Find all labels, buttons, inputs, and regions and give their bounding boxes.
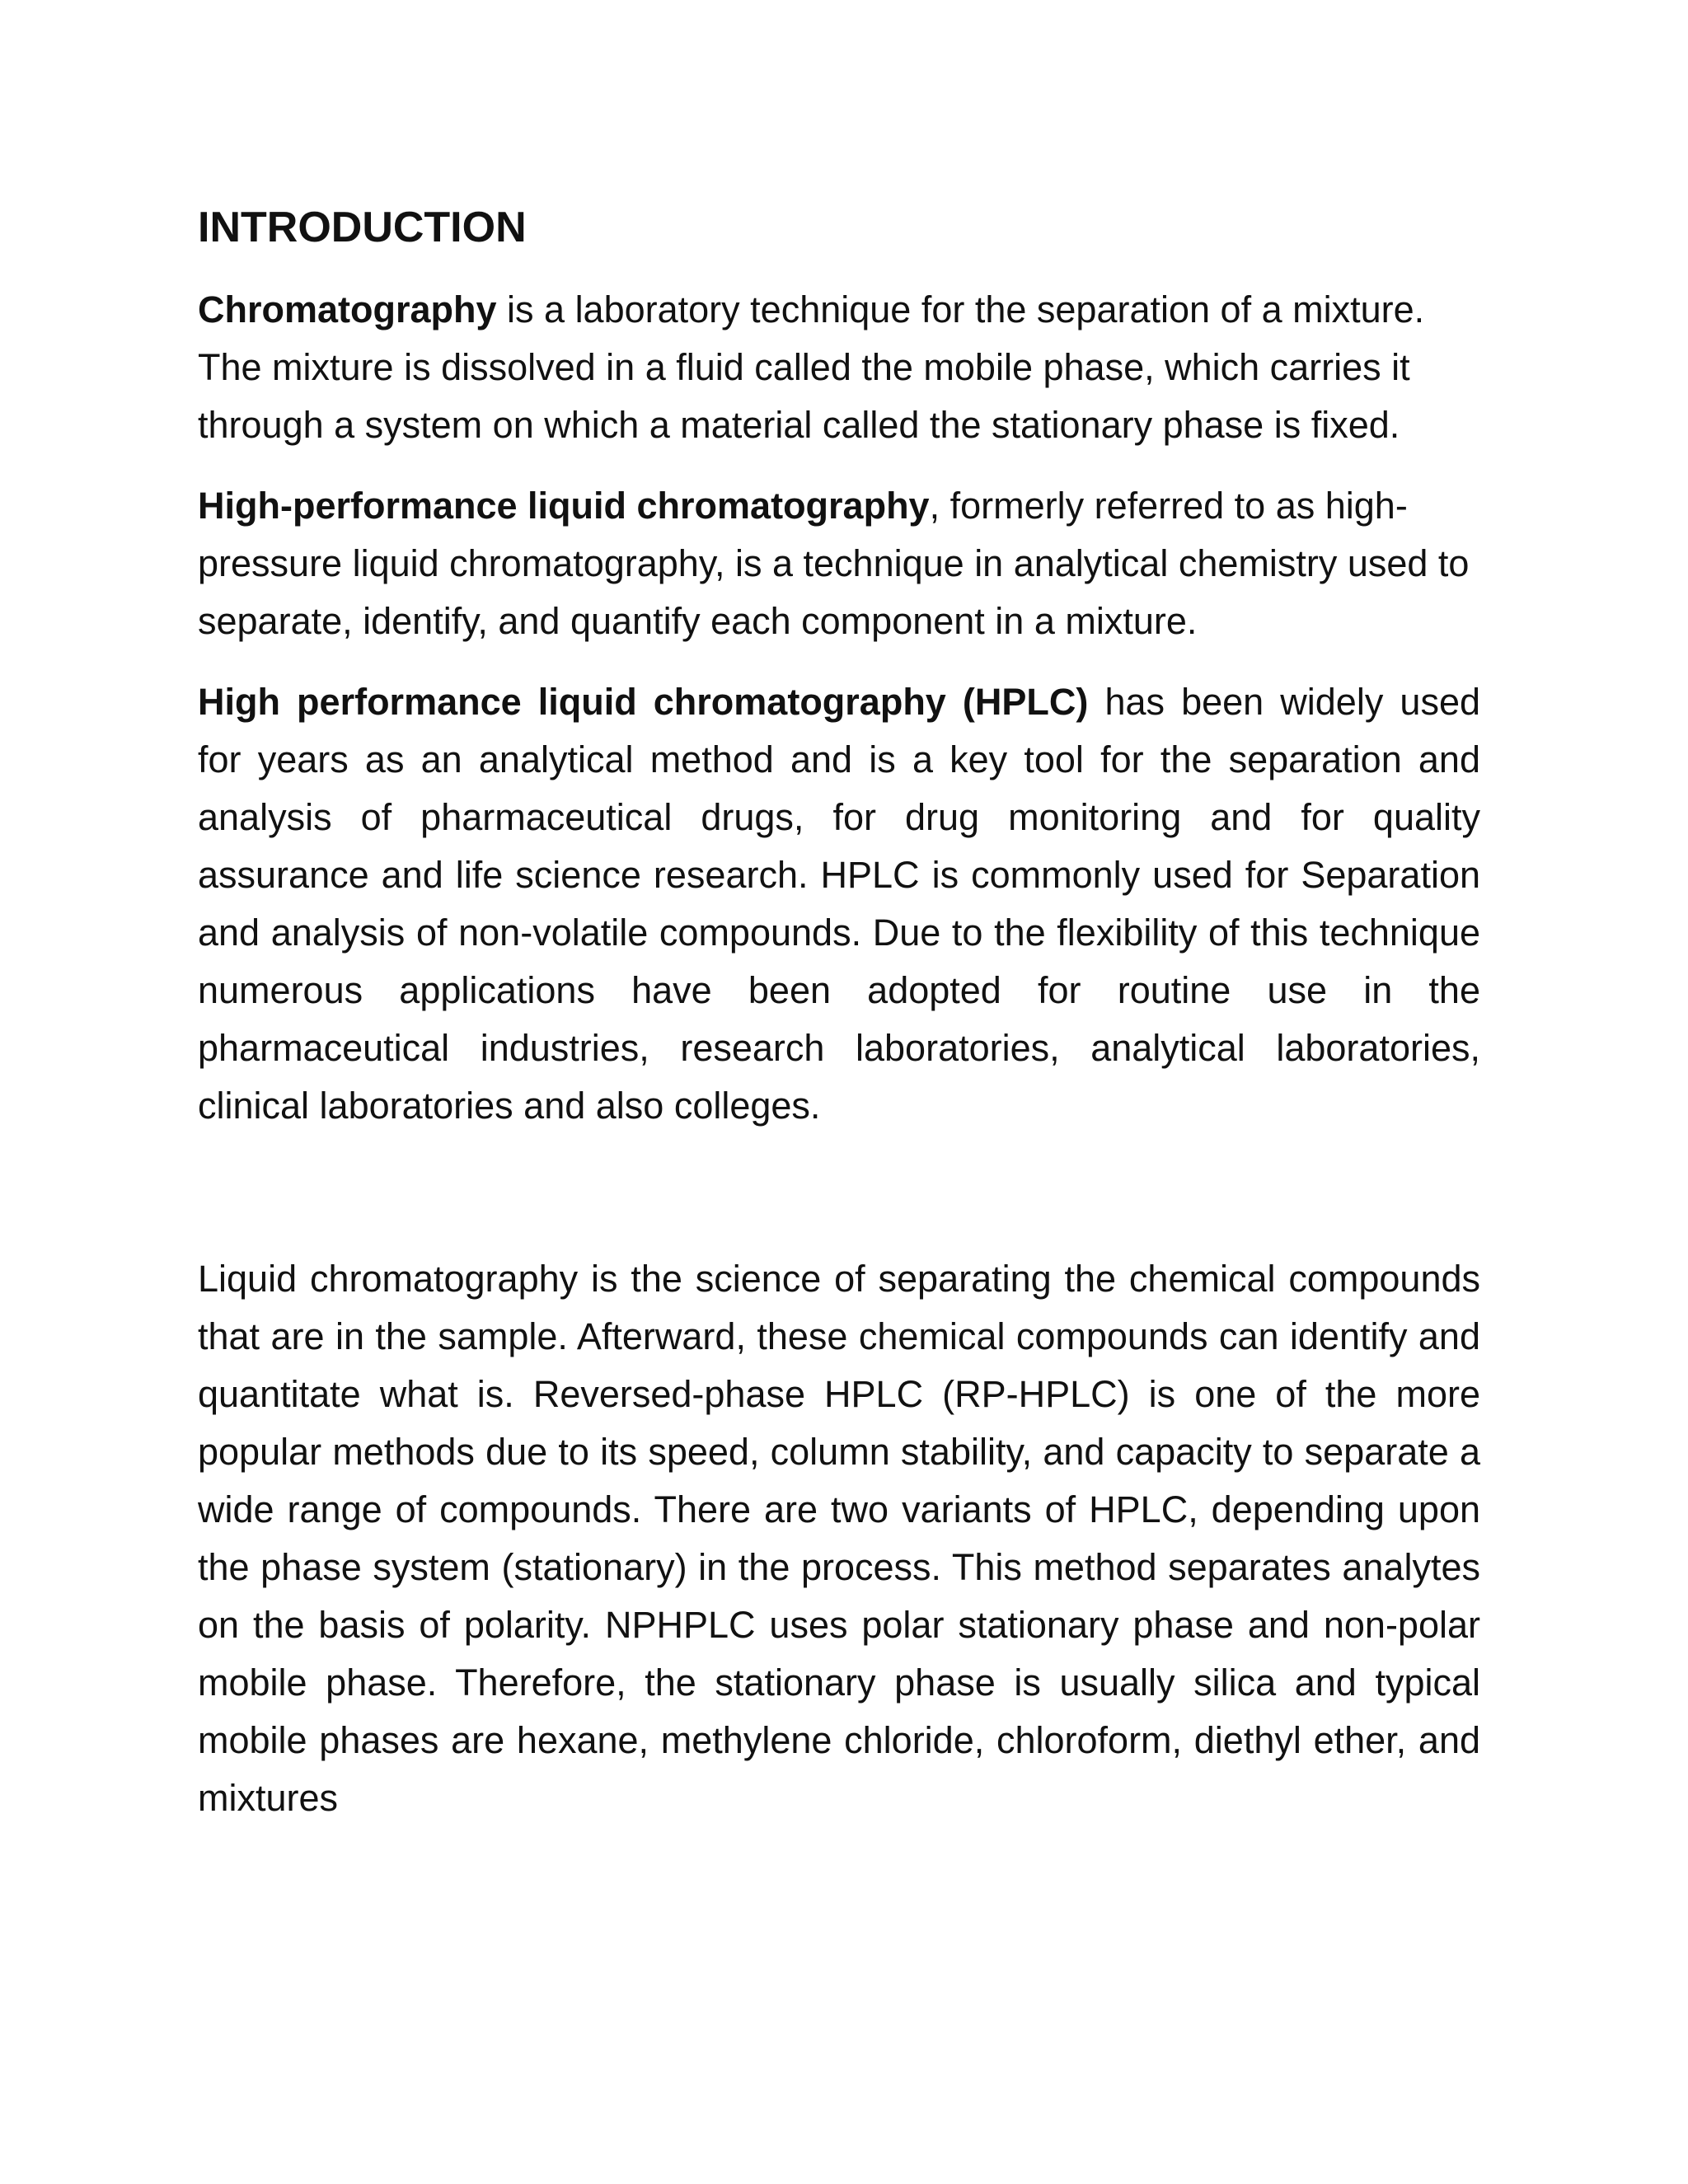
paragraph-chromatography-body: is a laboratory technique for the separation of a mixture. The mixture is dissolved in a fluid called the mobile phase, which carries it through a system on which a material called the stationary phase is fixed. [198,288,1425,446]
term-chromatography: Chromatography [198,288,497,330]
paragraph-hplc-definition [198,477,1480,650]
paragraph-chromatography [198,281,1480,454]
paragraph-hplc-definition-body: , formerly referred to as high-pressure liquid chromatography, is a technique in analytical chemistry used to separate, identify, and quantify each component in a mixture. [198,485,1470,642]
paragraph-liquid-chromatography-body: Liquid chromatography is the science of separating the chemical compounds that are in the sample. Afterward, these chemical compounds can identify and quantitate what is. Reversed-phase HPLC (RP-HPLC) is one of the more popular methods due to its speed, column stability, and capacity to separate a wide range of compounds. There are two variants of HPLC, depending upon the phase system (stationary) in the process. This method separates analytes on the basis of polarity. NPHPLC uses polar stationary phase and non-polar mobile phase. Therefore, the stationary phase is usually silica and typical mobile phases are hexane, methylene chloride, chloroform, diethyl ether, and mixtures [198,1258,1480,1819]
paragraph-liquid-chromatography [198,1250,1480,1827]
term-hplc: High performance liquid chromatography (HPLC) [198,681,1089,723]
paragraph-hplc-usage-body: has been widely used for years as an analytical method and is a key tool for the separation and analysis of pharmaceutical drugs, for drug monitoring and for quality assurance and life science research. HPLC is commonly used for Separation and analysis of non-volatile compounds. Due to the flexibility of this technique numerous applications have been adopted for routine use in the pharmaceutical industries, research laboratories, analytical laboratories, clinical laboratories and also colleges. [198,681,1480,1127]
section-heading: INTRODUCTION [198,204,527,251]
document-page [198,202,1480,1850]
paragraph-spacer [198,1158,1480,1250]
term-high-performance-liquid-chromatography: High-performance liquid chromatography [198,485,930,527]
paragraph-hplc-usage [198,673,1480,1135]
